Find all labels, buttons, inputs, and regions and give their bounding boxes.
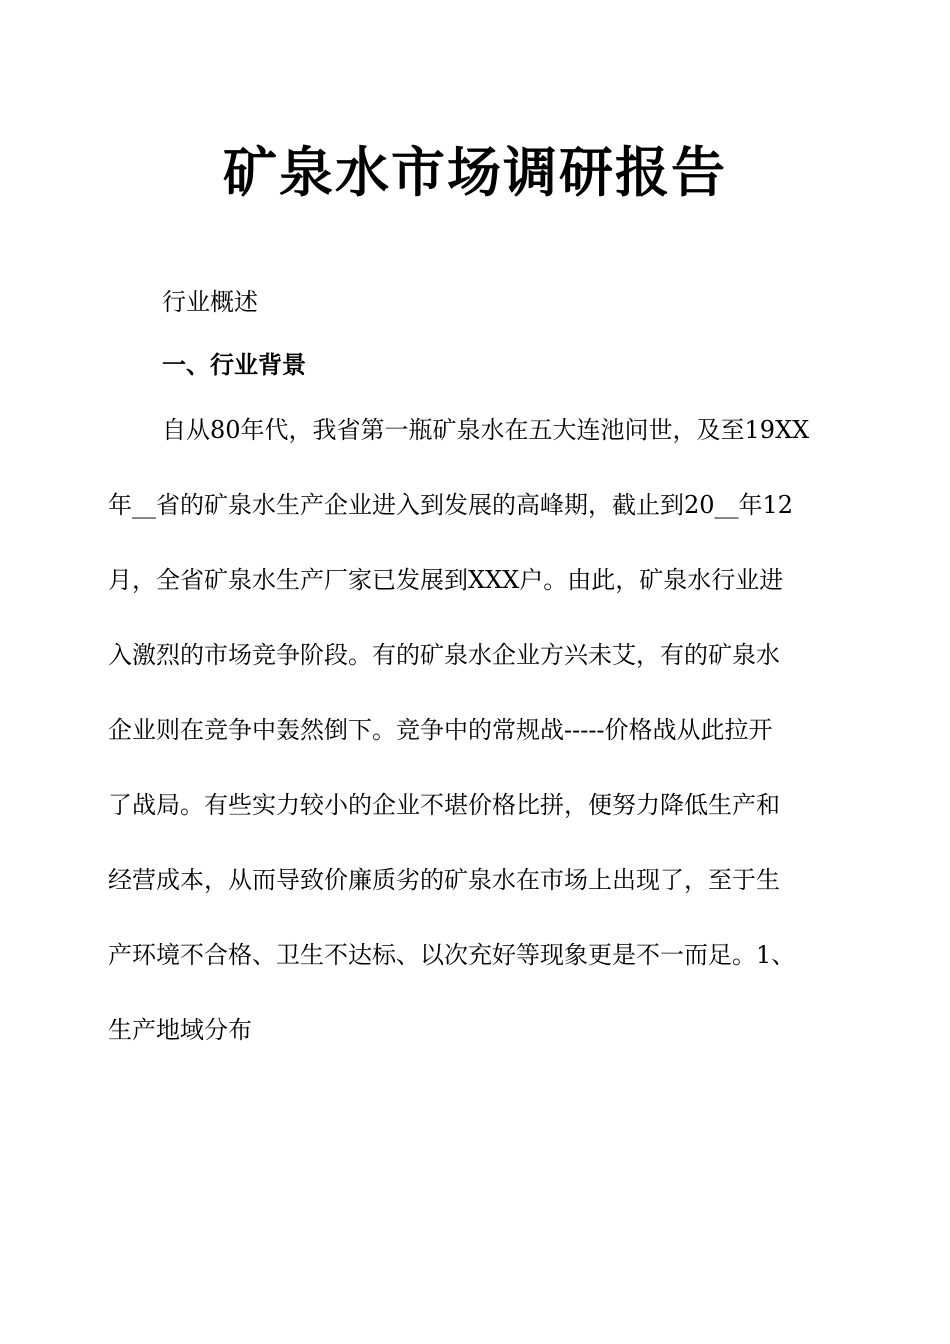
paragraph-line: 企业则在竞争中轰然倒下。竞争中的常规战-----价格战从此拉开 xyxy=(108,716,773,744)
document-title: 矿泉水市场调研报告 xyxy=(223,141,727,204)
body-paragraph xyxy=(108,406,848,1081)
paragraph-line: 入激烈的市场竞争阶段。有的矿泉水企业方兴未艾，有的矿泉水 xyxy=(108,641,780,669)
paragraph-line: 生产地域分布 xyxy=(108,1016,252,1044)
section-label: 行业概述 xyxy=(162,288,258,316)
paragraph-line: 年__省的矿泉水生产企业进入到发展的高峰期，截止到20__年12 xyxy=(108,491,794,519)
paragraph-line: 产环境不合格、卫生不达标、以次充好等现象更是不一而足。1、 xyxy=(108,941,796,969)
paragraph-line: 月，全省矿泉水生产厂家已发展到XXX户。由此，矿泉水行业进 xyxy=(108,566,784,594)
paragraph-line: 自从80年代，我省第一瓶矿泉水在五大连池问世，及至19XX xyxy=(162,416,810,444)
paragraph-line: 经营成本，从而导致价廉质劣的矿泉水在市场上出现了，至于生 xyxy=(108,866,780,894)
paragraph-line: 了战局。有些实力较小的企业不堪价格比拼，便努力降低生产和 xyxy=(108,791,780,819)
section-heading: 一、行业背景 xyxy=(162,351,306,379)
